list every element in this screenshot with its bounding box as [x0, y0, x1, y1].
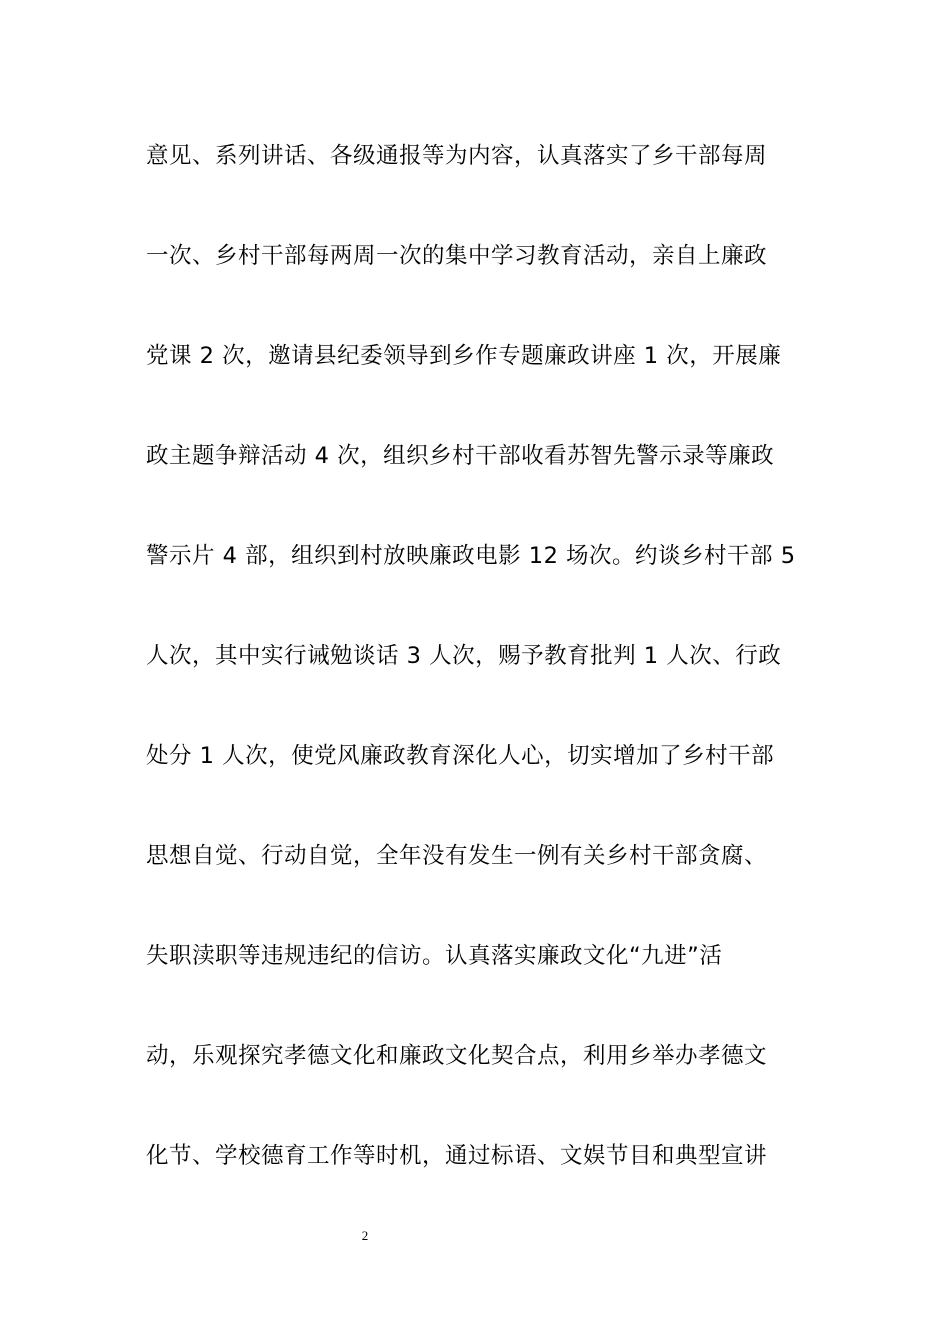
text-line-10: 动，乐观探究孝德文化和廉政文化契合点，利用乡举办孝德文 [146, 1043, 768, 1069]
text-line-6: 人次，其中实行诫勉谈话 3 人次，赐予教育批判 1 人次、行政 [146, 643, 782, 669]
text-line-7: 处分 1 人次，使党风廉政教育深化人心，切实增加了乡村干部 [146, 743, 775, 769]
text-line-2: 一次、乡村干部每两周一次的集中学习教育活动，亲自上廉政 [146, 243, 768, 269]
text-line-4: 政主题争辩活动 4 次，组织乡村干部收看苏智先警示录等廉政 [146, 443, 775, 469]
page-number: 2 [361, 1228, 369, 1243]
text-line-8: 思想自觉、行动自觉，全年没有发生一例有关乡村干部贪腐、 [146, 843, 768, 869]
text-line-5: 警示片 4 部，组织到村放映廉政电影 12 场次。约谈乡村干部 5 [146, 543, 796, 569]
text-line-9: 失职渎职等违规违纪的信访。认真落实廉政文化“九进”活 [146, 943, 723, 969]
body-text [146, 130, 816, 1230]
text-line-11: 化节、学校德育工作等时机，通过标语、文娱节目和典型宣讲 [146, 1143, 768, 1169]
text-line-1: 意见、系列讲话、各级通报等为内容，认真落实了乡干部每周 [146, 143, 768, 169]
text-line-3: 党课 2 次，邀请县纪委领导到乡作专题廉政讲座 1 次，开展廉 [146, 343, 782, 369]
